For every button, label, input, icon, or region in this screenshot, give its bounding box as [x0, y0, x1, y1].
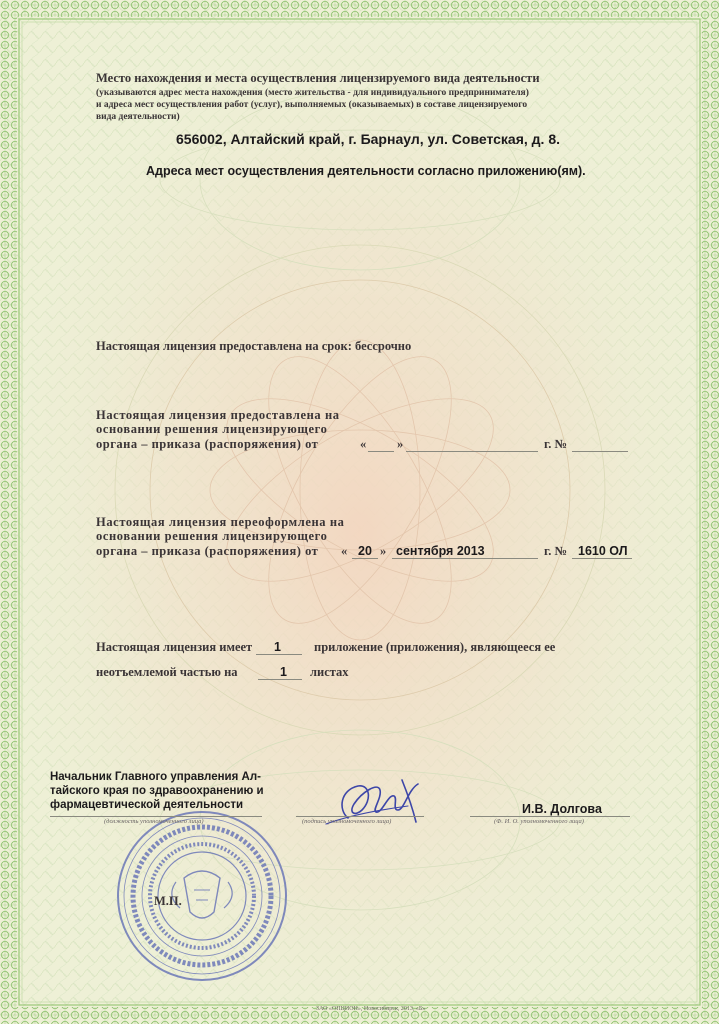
official-seal	[114, 808, 290, 984]
signatory-position-line: тайского края по здравоохранению и	[50, 785, 264, 797]
appendices-line2-suffix: листах	[310, 665, 349, 679]
reissued-day: 20	[358, 544, 372, 558]
address-note-line: (указываются адрес места нахождения (место жительства - для индивидуального предпринимателя)	[96, 88, 529, 98]
term-label: Настоящая лицензия предоставлена на срок:	[96, 339, 352, 353]
reissued-open-quote: «	[341, 544, 348, 558]
reissued-day-line	[352, 558, 378, 559]
granted-order-label: органа – приказа (распоряжения) от	[96, 437, 319, 451]
reissued-block	[96, 515, 345, 543]
reissued-order-label: органа – приказа (распоряжения) от	[96, 544, 319, 558]
signature-caption: (подпись уполномоченного лица)	[302, 818, 392, 825]
position-caption: (должность уполномоченного лица)	[104, 818, 204, 825]
granted-day-line	[368, 451, 394, 452]
position-underline	[50, 816, 262, 817]
appendices-line2-prefix: неотъемлемой частью на	[96, 665, 238, 679]
address-heading: Место нахождения и места осуществления лицензируемого вида деятельности	[96, 71, 540, 85]
signatory-position-line: фармацевтической деятельности	[50, 799, 244, 811]
signatory-name: И.В. Долгова	[522, 802, 602, 816]
appendices-count: 1	[274, 640, 281, 654]
reissued-number: 1610 ОЛ	[578, 544, 628, 558]
address-note	[96, 87, 636, 123]
appendices-sheets-line	[258, 679, 302, 680]
granted-block	[96, 408, 340, 436]
address-note-line: вида деятельности)	[96, 112, 180, 122]
appendices-suffix: приложение (приложения), являющееся ее	[314, 640, 556, 654]
name-caption: (Ф. И. О. уполномоченного лица)	[494, 818, 584, 825]
appendices-prefix: Настоящая лицензия имеет	[96, 640, 253, 654]
appendix-address-note: Адреса мест осуществления деятельности согласно приложению(ям).	[146, 164, 586, 178]
printer-mark: ЗАО «ОПЦИОН», Новосибирск, 2013, «Б»	[316, 1006, 426, 1012]
appendices-sheets: 1	[280, 665, 287, 679]
granted-number-label: г. №	[544, 437, 568, 451]
signature-underline	[296, 816, 424, 817]
reissued-number-line	[572, 558, 632, 559]
appendices-count-line	[256, 654, 302, 655]
signatory-position	[50, 770, 264, 812]
reissued-line: Настоящая лицензия переоформлена на	[96, 515, 345, 529]
address-note-line: и адреса мест осуществления работ (услуг), выполняемых (оказываемых) в составе лицензируемого	[96, 100, 528, 110]
reissued-month-line	[392, 558, 538, 559]
appendices-line-1	[96, 640, 252, 655]
stamp-place-label: М.П.	[154, 894, 182, 908]
reissued-month-year: сентября 2013	[396, 544, 485, 558]
reissued-number-label: г. №	[544, 544, 568, 558]
term-value: бессрочно	[354, 339, 412, 353]
granted-month-line	[406, 451, 538, 452]
granted-close-quote: »	[397, 437, 404, 451]
reissued-close-quote: »	[380, 544, 387, 558]
signatory-position-line: Начальник Главного управления Ал-	[50, 771, 261, 783]
granted-line: Настоящая лицензия предоставлена на	[96, 408, 340, 422]
granted-line: основании решения лицензирующего	[96, 422, 328, 436]
license-address: 656002, Алтайский край, г. Барнаул, ул. Советская, д. 8.	[176, 131, 561, 147]
name-underline	[470, 816, 630, 817]
granted-open-quote: «	[360, 437, 367, 451]
granted-number-line	[572, 451, 628, 452]
reissued-line: основании решения лицензирующего	[96, 529, 328, 543]
license-term	[96, 339, 411, 354]
